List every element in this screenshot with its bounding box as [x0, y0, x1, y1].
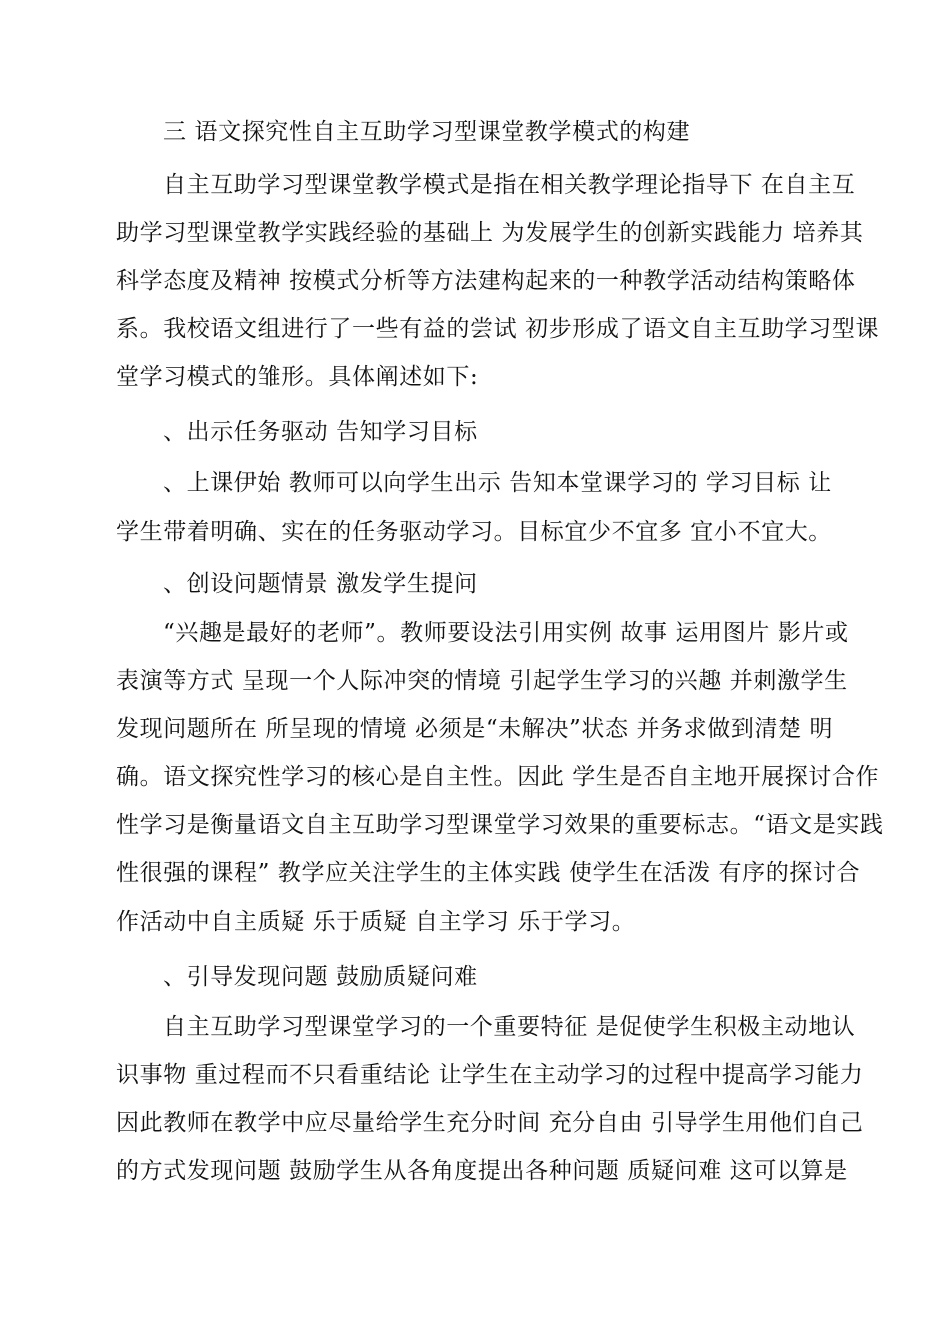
paragraph-line: 学生带着明确、实在的任务驱动学习。目标宜少不宜多 宜小不宜大。	[116, 519, 832, 545]
paragraph-line: 发现问题所在 所呈现的情境 必须是“未解决”状态 并务求做到清楚 明	[116, 716, 834, 742]
paragraph-line: 因此教师在教学中应尽量给学生充分时间 充分自由 引导学生用他们自己	[116, 1110, 864, 1136]
section-title: 三 语文探究性自主互助学习型课堂教学模式的构建	[163, 119, 691, 145]
paragraph-line: 系。我校语文组进行了一些有益的尝试 初步形成了语文自主互助学习型课	[116, 316, 880, 342]
paragraph-line: “兴趣是最好的老师”。教师要设法引用实例 故事 运用图片 影片或	[163, 620, 849, 646]
paragraph-line: 性很强的课程” 教学应关注学生的主体实践 使学生在活泼 有序的探讨合	[116, 860, 861, 886]
paragraph-line: 识事物 重过程而不只看重结论 让学生在主动学习的过程中提高学习能力	[116, 1062, 864, 1088]
item-heading: 、引导发现问题 鼓励质疑问难	[163, 964, 478, 990]
paragraph-line: 科学态度及精神 按模式分析等方法建构起来的一种教学活动结构策略体	[116, 268, 856, 294]
paragraph-line: 确。语文探究性学习的核心是自主性。因此 学生是否自主地开展探讨合作	[116, 764, 880, 790]
paragraph-line: 助学习型课堂教学实践经验的基础上 为发展学生的创新实践能力 培养其	[116, 220, 864, 246]
paragraph-line: 自主互助学习型课堂教学模式是指在相关教学理论指导下 在自主互	[163, 172, 856, 198]
paragraph-line: 表演等方式 呈现一个人际冲突的情境 引起学生学习的兴趣 并刺激学生	[116, 668, 848, 694]
paragraph-line: 、上课伊始 教师可以向学生出示 告知本堂课学习的 学习目标 让	[163, 470, 832, 496]
paragraph-line: 性学习是衡量语文自主互助学习型课堂学习效果的重要标志。“语文是实践	[116, 812, 884, 838]
paragraph-line: 自主互助学习型课堂学习的一个重要特征 是促使学生积极主动地认	[163, 1014, 856, 1040]
paragraph-line: 的方式发现问题 鼓励学生从各角度提出各种问题 质疑问难 这可以算是	[116, 1158, 848, 1184]
item-heading: 、创设问题情景 激发学生提问	[163, 571, 478, 597]
paragraph-line: 堂学习模式的雏形。具体阐述如下:	[116, 364, 479, 390]
item-heading: 、出示任务驱动 告知学习目标	[163, 419, 478, 445]
paragraph-line: 作活动中自主质疑 乐于质疑 自主学习 乐于学习。	[116, 909, 636, 935]
